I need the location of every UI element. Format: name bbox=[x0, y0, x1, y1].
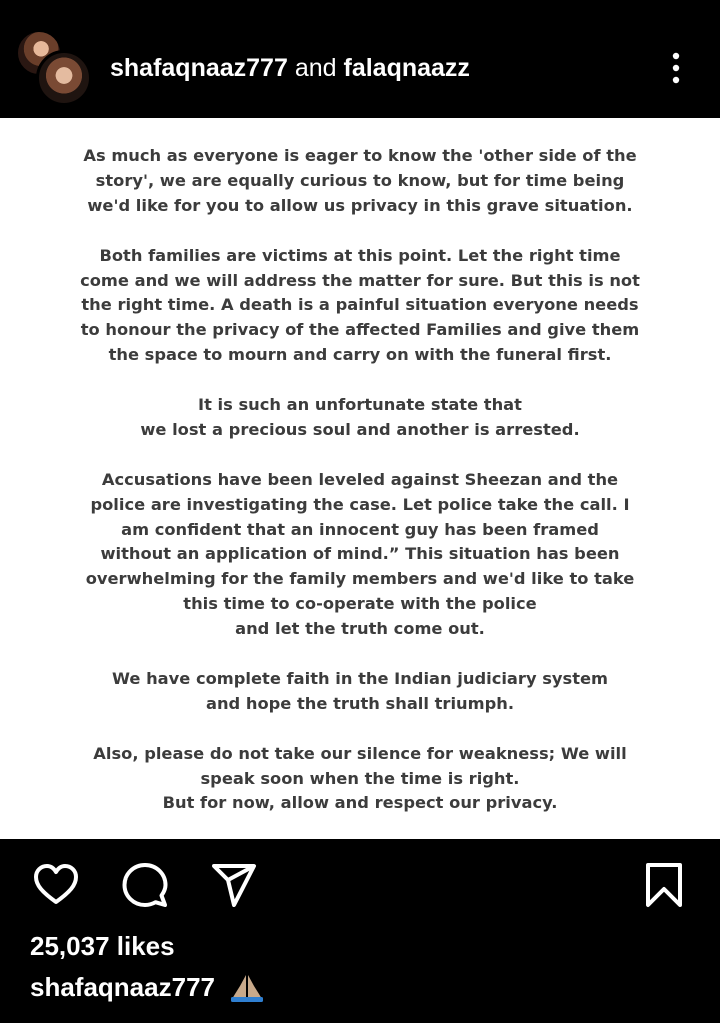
statement-line: overwhelming for the family members and we'd like to take bbox=[85, 569, 635, 589]
statement-paragraph bbox=[40, 393, 680, 443]
statement-text bbox=[40, 144, 680, 816]
statement-paragraph bbox=[40, 144, 680, 219]
author-username-2[interactable]: falaqnaazz bbox=[343, 54, 470, 82]
statement-line: this time to co-operate with the police bbox=[183, 594, 537, 614]
caption-username[interactable]: shafaqnaaz777 bbox=[30, 972, 215, 1002]
statement-line: police are investigating the case. Let police take the call. I bbox=[90, 494, 630, 514]
statement-line: and let the truth come out. bbox=[235, 619, 485, 639]
statement-line: It is such an unfortunate state that bbox=[198, 395, 522, 415]
statement-line: come and we will address the matter for sure. But this is not bbox=[80, 270, 640, 290]
statement-line: Both families are victims at this point. Let the right time bbox=[99, 245, 621, 265]
statement-paragraph bbox=[40, 742, 680, 817]
statement-paragraph bbox=[40, 667, 680, 717]
statement-line: without an application of mind.” This situation has been bbox=[100, 544, 620, 564]
post-image[interactable] bbox=[0, 118, 720, 839]
heart-icon[interactable] bbox=[32, 861, 80, 909]
statement-line: the right time. A death is a painful situation everyone needs bbox=[81, 295, 639, 315]
author-conjunction: and bbox=[294, 54, 337, 82]
statement-line: As much as everyone is eager to know the 'other side of the bbox=[83, 146, 637, 165]
post-actions bbox=[0, 839, 720, 1023]
more-vertical-icon[interactable] bbox=[664, 50, 688, 86]
statement-line: We have complete faith in the Indian judiciary system bbox=[111, 668, 609, 688]
comment-icon[interactable] bbox=[121, 861, 169, 909]
post-header bbox=[0, 0, 720, 118]
avatar-falaqnaazz[interactable] bbox=[36, 50, 92, 106]
statement-line: we'd like for you to allow us privacy in this grave situation. bbox=[87, 195, 633, 215]
statement-line: story', we are equally curious to know, but for time being bbox=[95, 170, 625, 190]
send-icon[interactable] bbox=[210, 861, 258, 909]
post-authors bbox=[110, 52, 470, 84]
statement-line: the space to mourn and carry on with the funeral first. bbox=[108, 345, 612, 365]
statement-line: to honour the privacy of the affected Families and give them bbox=[80, 320, 640, 340]
statement-line: am confident that an innocent guy has been framed bbox=[121, 519, 599, 539]
likes-count[interactable]: 25,037 likes bbox=[30, 931, 175, 961]
statement-line: we lost a precious soul and another is arrested. bbox=[140, 419, 580, 439]
bookmark-icon[interactable] bbox=[640, 861, 688, 909]
statement-line: speak soon when the time is right. bbox=[200, 768, 520, 788]
folded-hands-icon bbox=[230, 972, 264, 1002]
statement-line: and hope the truth shall triumph. bbox=[205, 693, 515, 713]
statement-line: Also, please do not take our silence for weakness; We will bbox=[93, 743, 627, 763]
statement-line: But for now, allow and respect our privacy. bbox=[162, 793, 558, 813]
statement-line: Accusations have been leveled against Sheezan and the bbox=[101, 469, 619, 489]
caption bbox=[30, 972, 264, 1003]
statement-paragraph bbox=[40, 468, 680, 642]
statement-paragraph bbox=[40, 244, 680, 369]
author-username-1[interactable]: shafaqnaaz777 bbox=[110, 54, 288, 82]
